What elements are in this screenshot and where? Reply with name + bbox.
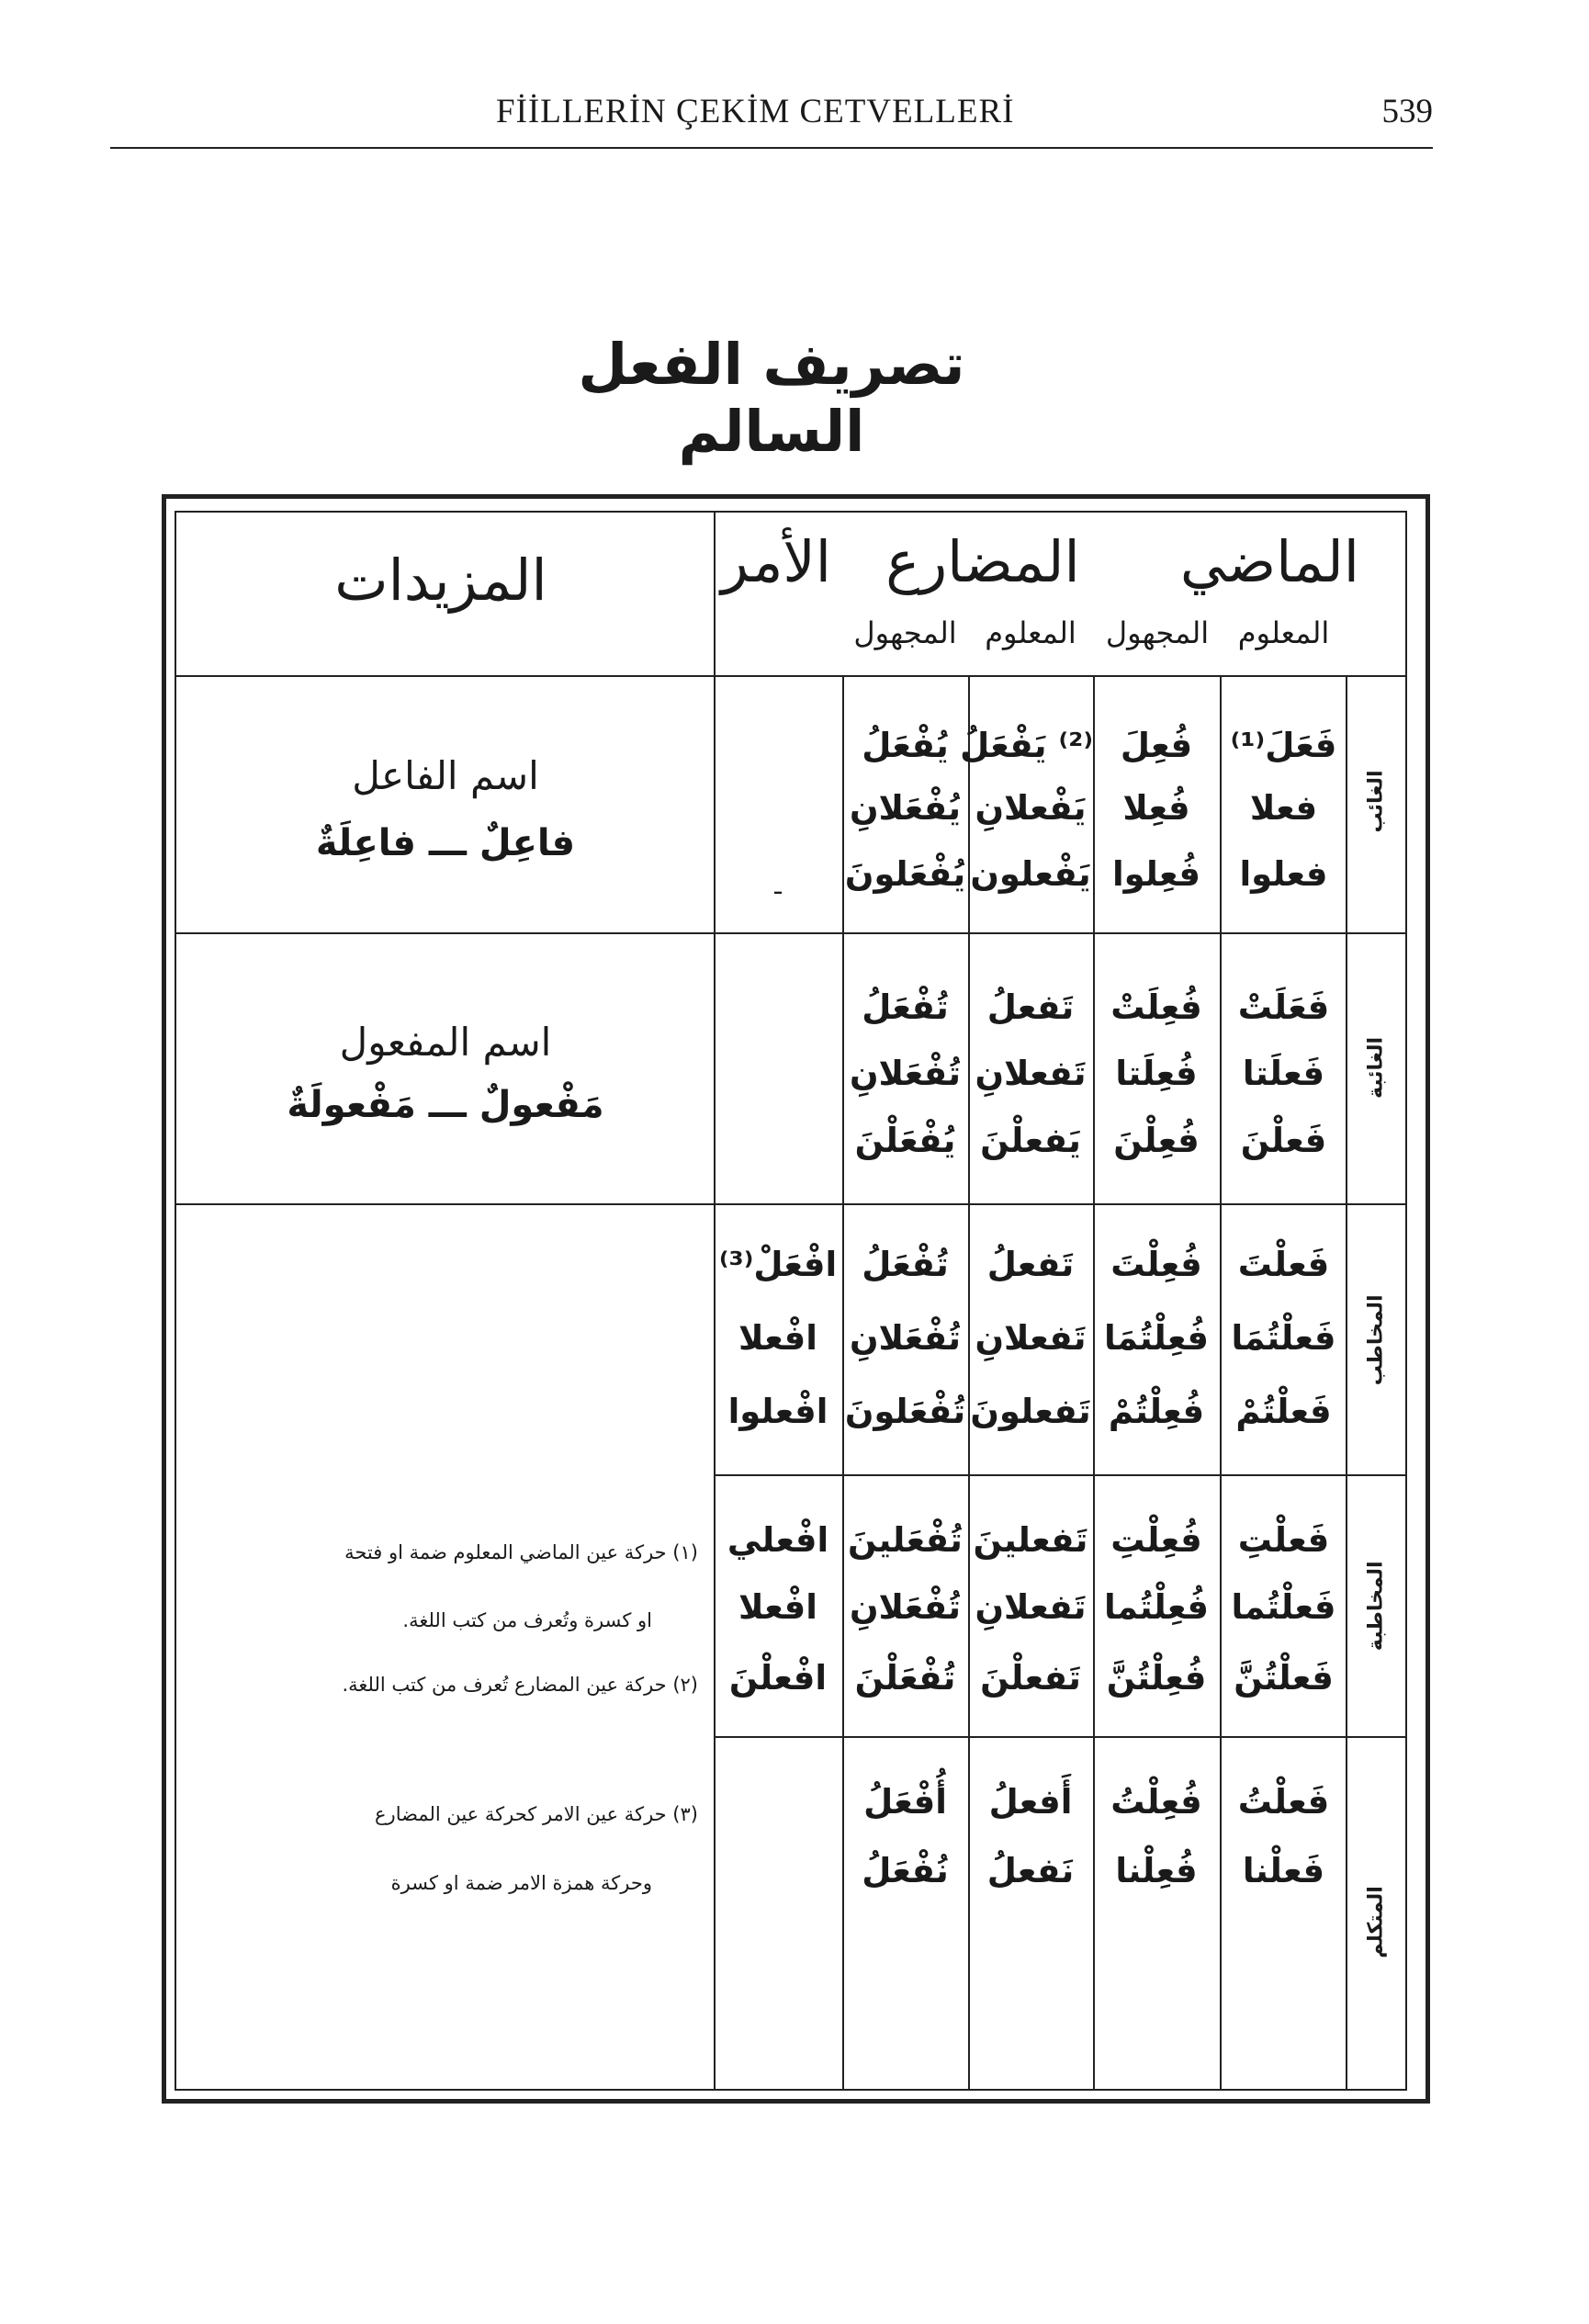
cell: فُعِلْتُ — [1110, 1782, 1202, 1822]
person-label-ghaib: الغائب — [1364, 770, 1388, 833]
cell: تُفْعَلونَ — [844, 1392, 966, 1431]
cell: افْعلْنَ — [728, 1658, 828, 1698]
cell: نُفْعَلُ — [862, 1851, 949, 1890]
ism-maful-forms: مَفْعولٌ ـــ مَفْعولَةٌ — [287, 1084, 604, 1126]
cell: أُفْعَلُ — [863, 1782, 947, 1822]
cell: فَعلْنا — [1242, 1851, 1325, 1890]
cell: فُعِلْتُمَا — [1103, 1318, 1210, 1358]
cell: يُفْعَلانِ — [849, 788, 962, 828]
cell: يُفْعَلُ — [862, 726, 949, 765]
cell: افْعلا — [738, 1318, 817, 1358]
cell: تُفْعَلانِ — [849, 1587, 962, 1627]
cell: فُعِلَتا — [1115, 1054, 1198, 1093]
subheader-madi-malum: المعلوم — [1237, 615, 1330, 650]
cell: نَفعلُ — [986, 1851, 1075, 1890]
cell: ⁽²⁾ يَفْعَلُ — [960, 726, 1093, 765]
footnote-line: (١) حركة عين الماضي المعلوم ضمة او فتحة — [344, 1541, 698, 1563]
cell: تُفْعَلانِ — [849, 1054, 962, 1093]
cell: افْعَلْ⁽³⁾ — [718, 1245, 838, 1284]
cell: فُعِلَ — [1120, 726, 1193, 765]
cell: يَفْعلون — [970, 854, 1091, 894]
cell: فُعِلوا — [1111, 854, 1201, 894]
cell: فَعلَتا — [1242, 1054, 1325, 1093]
cell: فُعِلْتُنَّ — [1106, 1658, 1207, 1698]
cell: فُعِلْنا — [1115, 1851, 1198, 1890]
cell: فُعِلْتِ — [1110, 1520, 1202, 1560]
row-divider-1 — [175, 932, 1407, 934]
cell: فَعَلَتْ — [1237, 987, 1330, 1027]
cell: افْعلا — [738, 1587, 817, 1627]
cell: تُفْعَلينَ — [848, 1520, 963, 1560]
cell: تُفْعَلُ — [862, 987, 949, 1027]
cell: تَفعلْنَ — [980, 1658, 1081, 1698]
subheader-mudari-majhul: المجهول — [853, 615, 957, 650]
header-madi: الماضي — [1179, 528, 1359, 595]
ism-maful-title: اسم المفعول — [339, 1020, 552, 1065]
cell: افْعلوا — [727, 1392, 828, 1431]
page-title: تصريف الفعل السالم — [578, 331, 965, 465]
cell: يَفْعلانِ — [975, 788, 1087, 828]
cell: يُفْعَلْنَ — [854, 1121, 956, 1160]
cell: فَعلْتُمْ — [1235, 1392, 1332, 1431]
cell: فُعِلا — [1122, 788, 1190, 828]
running-header — [110, 92, 1433, 149]
page-number: 539 — [1381, 93, 1433, 130]
cell: فعلا — [1249, 788, 1318, 828]
cell: تَفعلونَ — [970, 1392, 1091, 1431]
cell: فَعلْتُ — [1237, 1782, 1330, 1822]
ism-fail-forms: فاعِلٌ ـــ فاعِلَةٌ — [315, 822, 576, 864]
footnote-line: (٣) حركة عين الامر كحركة عين المضارع — [375, 1803, 698, 1825]
cell: تَفعلينَ — [973, 1520, 1088, 1560]
cell: تَفعلانِ — [975, 1054, 1087, 1093]
cell: فَعلْتُما — [1231, 1587, 1336, 1627]
cell: تَفعلانِ — [975, 1587, 1087, 1627]
row-divider-3 — [714, 1474, 1407, 1476]
cell: فَعَلَ⁽¹⁾ — [1230, 726, 1337, 765]
header-amr: الأمر — [720, 528, 831, 595]
row-divider-2 — [175, 1203, 1407, 1205]
cell: فَعلْتُمَا — [1231, 1318, 1336, 1358]
cell: فُعِلْتَ — [1110, 1245, 1202, 1284]
cell: فُعِلْتُمْ — [1108, 1392, 1205, 1431]
subheader-mudari-malum: المعلوم — [985, 615, 1076, 650]
cell: ـ — [774, 873, 782, 900]
cell: أَفعلُ — [988, 1782, 1073, 1822]
header-mudari: المضارع — [885, 528, 1080, 595]
cell: فعلوا — [1239, 854, 1328, 894]
person-label-ghaiba: الغائبة — [1364, 1036, 1388, 1100]
cell: تُفْعَلْنَ — [854, 1658, 956, 1698]
ism-fail-title: اسم الفاعل — [352, 753, 539, 798]
cell: افْعلي — [727, 1520, 829, 1560]
cell: تَفعلُ — [986, 987, 1075, 1027]
footnote-line: او كسرة وتُعرف من كتب اللغة. — [402, 1609, 652, 1631]
cell: يُفْعَلونَ — [844, 854, 966, 894]
cell: فُعِلْتُما — [1103, 1587, 1210, 1627]
cell: تَفعلُ — [986, 1245, 1075, 1284]
running-title: FİİLLERİN ÇEKİM CETVELLERİ — [496, 93, 1015, 130]
footnote-line: (٢) حركة عين المضارع تُعرف من كتب اللغة. — [342, 1674, 698, 1696]
cell: فَعلْتَ — [1237, 1245, 1330, 1284]
cell: تُفْعَلانِ — [849, 1318, 962, 1358]
col-divider-person — [1346, 675, 1347, 2091]
cell: فَعلْتُنَّ — [1234, 1658, 1334, 1698]
cell: فُعِلَتْ — [1110, 987, 1202, 1027]
subheader-madi-majhul: المجهول — [1105, 615, 1210, 650]
row-divider-4 — [714, 1736, 1407, 1738]
cell: يَفعلْنَ — [980, 1121, 1081, 1160]
cell: فَعلْتِ — [1237, 1520, 1330, 1560]
person-label-mukhatab: المخاطب — [1364, 1294, 1388, 1386]
col-divider-mazidat — [714, 511, 716, 2091]
header-divider — [175, 675, 1407, 677]
cell: تَفعلانِ — [975, 1318, 1087, 1358]
footnote-line: وحركة همزة الامر ضمة او كسرة — [390, 1872, 652, 1894]
cell: تُفْعَلُ — [862, 1245, 949, 1284]
person-label-mutakallim: المتكلم — [1364, 1886, 1388, 1958]
header-mazidat: المزيدات — [334, 547, 547, 614]
person-label-mukhataba: المخاطبة — [1364, 1561, 1388, 1652]
cell: فُعِلْنَ — [1113, 1121, 1200, 1160]
cell: فَعلْنَ — [1240, 1121, 1327, 1160]
